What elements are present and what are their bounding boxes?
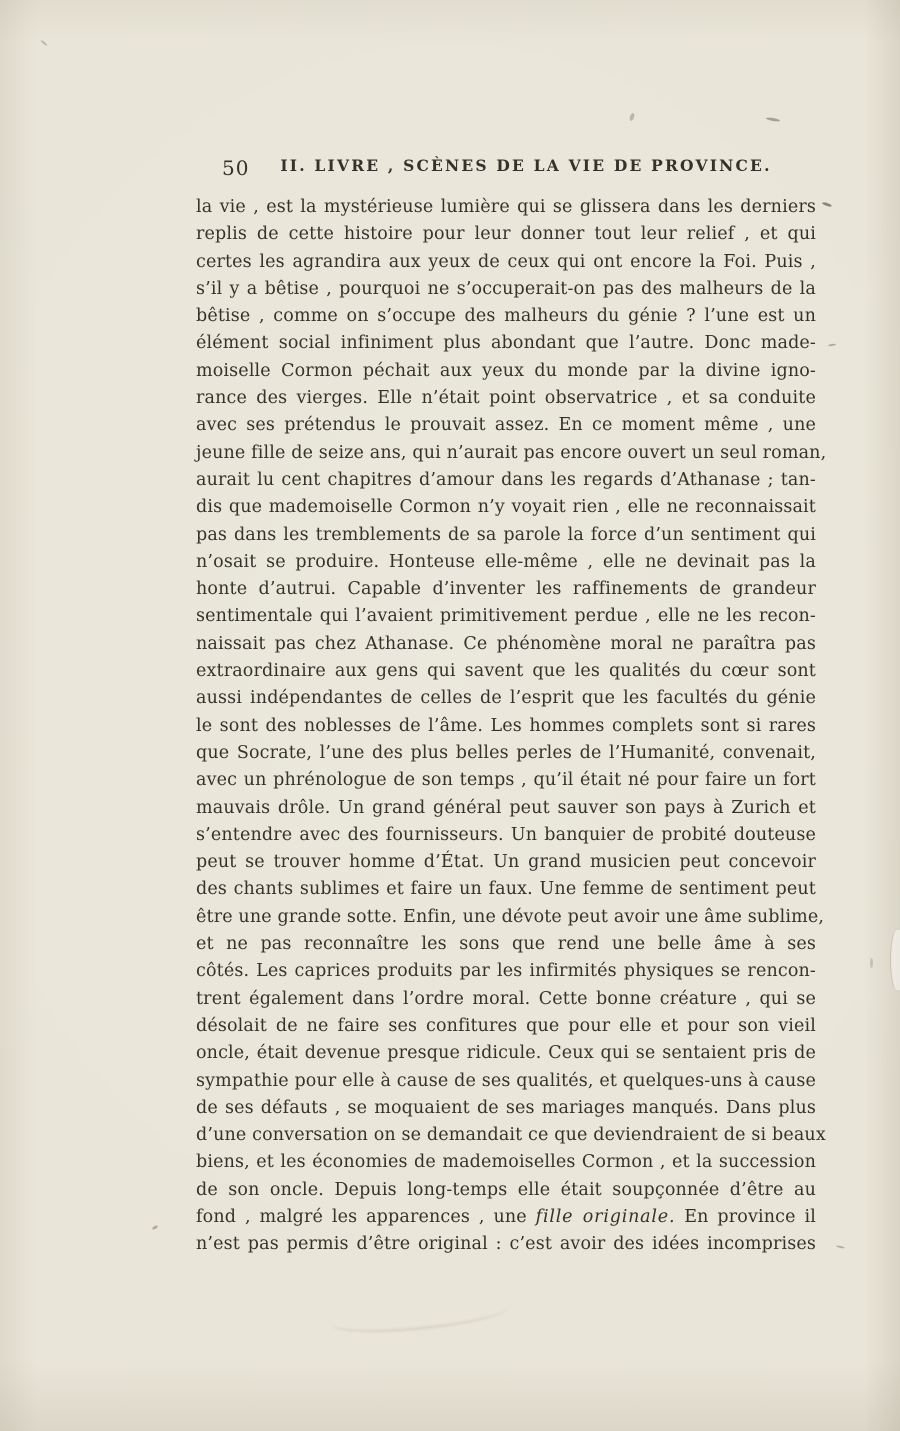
text-line: sentimentale qui l’avaient primitivement perdue , elle ne les recon- <box>196 606 816 627</box>
text-line: des chants sublimes et faire un faux. Une femme de sentiment peut <box>196 879 816 900</box>
text-line: biens, et les économies de mademoiselles Cormon , et la succession <box>196 1152 816 1173</box>
text-line: que Socrate, l’une des plus belles perles de l’Humanité, convenait, <box>196 742 816 763</box>
text-line: s’il y a bêtise , pourquoi ne s’occuperait-on pas des malheurs de la <box>196 278 816 299</box>
page-content <box>196 156 827 1259</box>
page-number: 50 <box>222 156 250 180</box>
scan-artifact <box>40 40 47 47</box>
text-line: peut se trouver homme d’État. Un grand musicien peut concevoir <box>196 852 816 873</box>
scan-artifact <box>828 343 836 346</box>
text-line: n’est pas permis d’être original : c’est avoir des idées incomprises <box>196 1234 816 1255</box>
page-tear-mark <box>890 930 900 990</box>
scan-artifact <box>152 1225 159 1231</box>
text-line: moiselle Cormon péchait aux yeux du monde par la divine igno- <box>196 360 816 381</box>
scan-artifact <box>629 113 635 122</box>
text-line: naissait pas chez Athanase. Ce phénomène moral ne paraîtra pas <box>196 633 816 654</box>
scan-artifact <box>766 117 780 122</box>
text-line: avec un phrénologue de son temps , qu’il était né pour faire un fort <box>196 770 816 791</box>
running-header: II. LIVRE , SCÈNES DE LA VIE DE PROVINCE. <box>280 156 772 175</box>
text-line: mauvais drôle. Un grand général peut sauver son pays à Zurich et <box>196 797 816 818</box>
scan-artifact <box>836 1245 845 1249</box>
text-line: côtés. Les caprices produits par les infirmités physiques se rencon- <box>196 961 816 982</box>
text-line: oncle, était devenue presque ridicule. Ceux qui se sentaient pris de <box>196 1043 816 1064</box>
text-line: désolait de ne faire ses confitures que pour elle et pour son vieil <box>196 1015 816 1036</box>
text-line: jeune fille de seize ans, qui n’aurait pas encore ouvert un seul roman, <box>196 442 827 463</box>
text-line: avec ses prétendus le prouvait assez. En ce moment même , une <box>196 415 816 436</box>
text-line: aussi indépendantes de celles de l’esprit que les facultés du génie <box>196 688 816 709</box>
page-body <box>196 194 827 1259</box>
scan-artifact <box>870 958 873 968</box>
show-through-mark <box>329 1294 511 1336</box>
text-line: aurait lu cent chapitres d’amour dans les regards d’Athanase ; tan- <box>196 469 816 490</box>
text-line: le sont des noblesses de l’âme. Les hommes complets sont si rares <box>196 715 816 736</box>
scan-artifact <box>822 202 832 208</box>
text-line: élément social infiniment plus abondant que l’autre. Donc made- <box>196 333 816 354</box>
page-header <box>196 156 816 182</box>
italic-phrase: fille originale. <box>535 1206 676 1227</box>
text-line: et ne pas reconnaître les sons que rend une belle âme à ses <box>196 934 816 955</box>
text-line: sympathie pour elle à cause de ses qualités, et quelques-uns à cause <box>196 1070 816 1091</box>
text-line: n’osait se produire. Honteuse elle-même , elle ne devinait pas la <box>196 551 816 572</box>
text-line: replis de cette histoire pour leur donner tout leur relief , et qui <box>196 224 816 245</box>
text-line: bêtise , comme on s’occupe des malheurs du génie ? l’une est un <box>196 306 816 327</box>
text-line: la vie , est la mystérieuse lumière qui se glissera dans les derniers <box>196 197 816 217</box>
text-line: être une grande sotte. Enfin, une dévote peut avoir une âme sublime, <box>196 906 825 927</box>
text-line: certes les agrandira aux yeux de ceux qui ont encore la Foi. Puis , <box>196 251 816 272</box>
text-line: fond , malgré les apparences , une fille originale. En province il <box>196 1206 816 1227</box>
text-line: pas dans les tremblements de sa parole la force d’un sentiment qui <box>196 524 816 545</box>
text-line: extraordinaire aux gens qui savent que les qualités du cœur sont <box>196 661 816 682</box>
text-line: trent également dans l’ordre moral. Cette bonne créature , qui se <box>196 988 816 1009</box>
text-line: honte d’autrui. Capable d’inventer les raffinements de grandeur <box>196 579 816 600</box>
text-line: dis que mademoiselle Cormon n’y voyait rien , elle ne reconnaissait <box>196 497 816 518</box>
text-line: s’entendre avec des fournisseurs. Un banquier de probité douteuse <box>196 824 816 845</box>
text-line: de son oncle. Depuis long-temps elle était soupçonnée d’être au <box>196 1179 816 1200</box>
text-line: rance des vierges. Elle n’était point observatrice , et sa conduite <box>196 388 816 409</box>
text-line: d’une conversation on se demandait ce que deviendraient de si beaux <box>196 1125 826 1146</box>
text-line: de ses défauts , se moquaient de ses mariages manqués. Dans plus <box>196 1097 816 1118</box>
